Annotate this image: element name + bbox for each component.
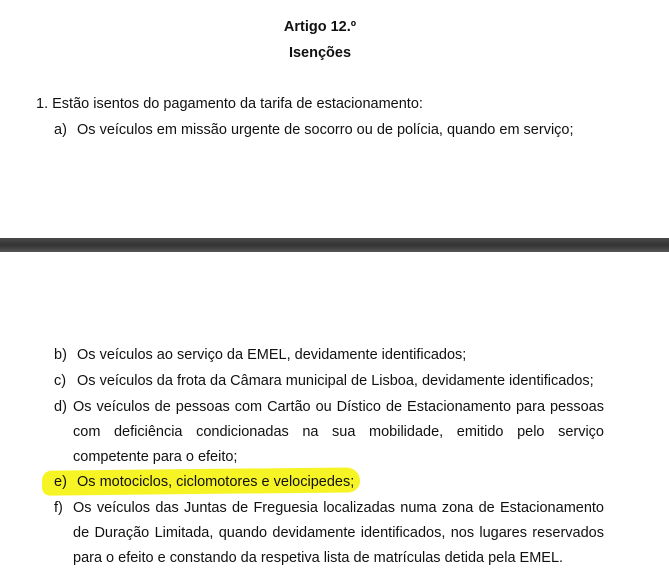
clause-1-number: 1. [36,96,49,112]
item-b [54,346,466,364]
article-number: Artigo 12.º [283,19,357,35]
item-a-text: Os veículos em missão urgente de socorro ou de polícia, quando em serviço; [77,122,574,138]
item-c-marker: c) [54,373,67,389]
item-d-marker: d) [54,399,67,415]
document-page-top [0,0,669,238]
page-break-separator [0,238,669,252]
item-d-line-3: competente para o efeito; [73,449,238,465]
item-f-marker: f) [54,500,63,516]
item-f-line-1: Os veículos das Juntas de Freguesia localizadas numa zona de Estacionamento [73,500,604,516]
item-c [54,372,594,390]
item-d-line-2: com deficiência condicionadas na sua mobilidade, emitido pelo serviço [73,424,604,440]
item-a [54,121,574,139]
item-d-line-1: Os veículos de pessoas com Cartão ou Dístico de Estacionamento para pessoas [73,399,604,415]
item-e [54,473,354,491]
item-c-text: Os veículos da frota da Câmara municipal de Lisboa, devidamente identificados; [77,373,594,389]
item-b-text: Os veículos ao serviço da EMEL, devidamente identificados; [77,347,467,363]
item-e-marker: e) [54,474,67,490]
item-f-line-3: para o efeito e constando da respetiva lista de matrículas detida pela EMEL. [73,550,564,566]
article-title: Isenções [288,45,352,61]
item-e-text: Os motociclos, ciclomotores e velocipedes; [77,474,355,490]
item-b-marker: b) [54,347,67,363]
clause-1 [36,95,423,113]
item-a-marker: a) [54,122,67,138]
item-f-line-2: de Duração Limitada, quando devidamente identificados, nos lugares reservados [73,525,604,541]
clause-1-text: Estão isentos do pagamento da tarifa de estacionamento: [52,96,423,112]
